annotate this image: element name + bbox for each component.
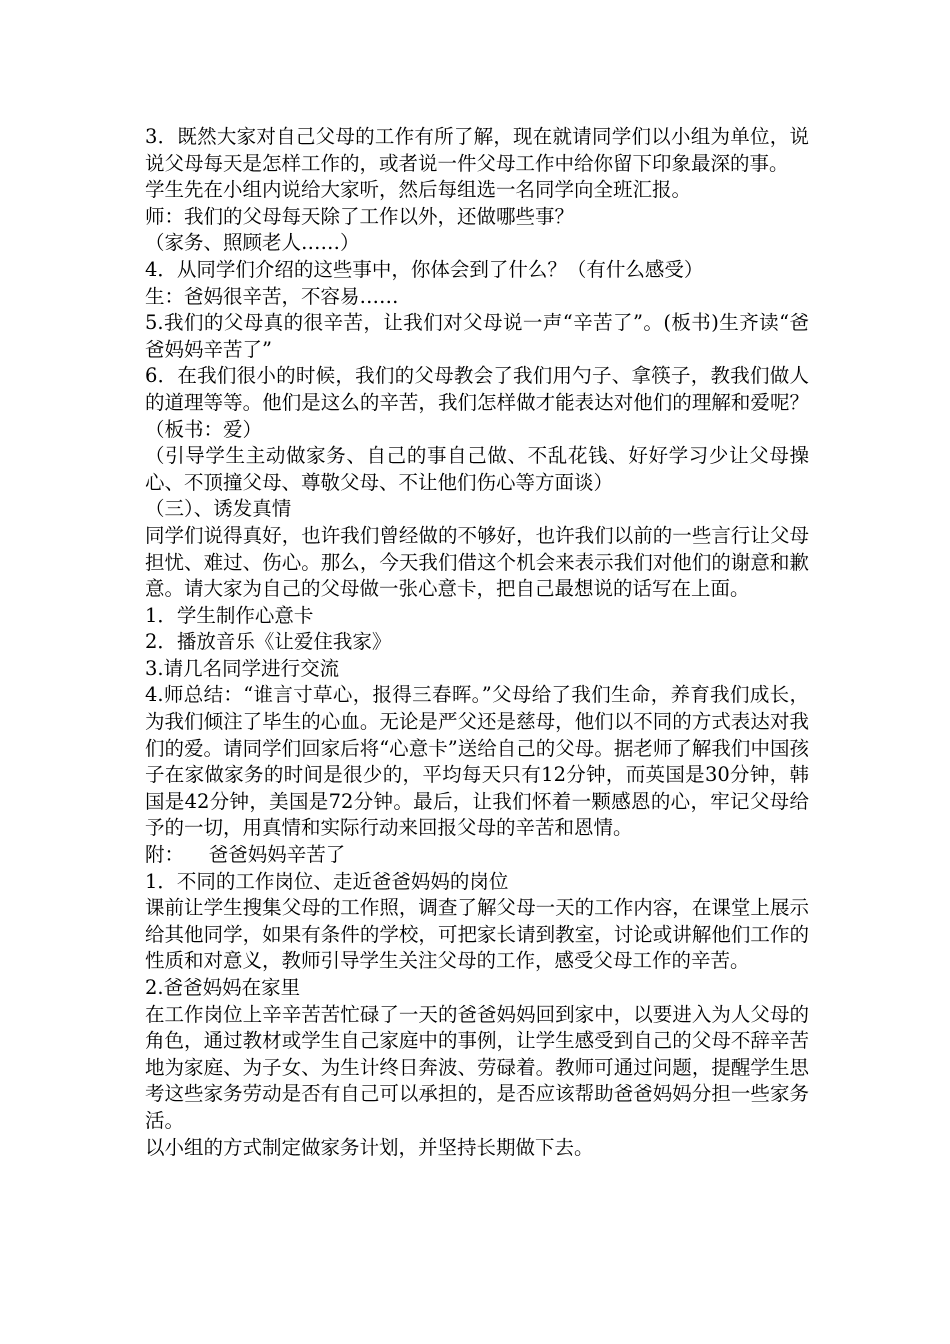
paragraph-exchange: 3.请几名同学进行交流 <box>145 656 340 680</box>
paragraph-summary: 4.师总结：“谁言寸草心，报得三春晖。”父母给了我们生命，养育我们成长，为我们倾注了毕生的心血。无论是严父还是慈母，他们以不同的方式表达对我们的爱。请同学们回家后将“心意卡”送给自己的父母。据老师了解我们中国孩子在家做家务的时间是很少的，平均每天只有12分钟，而英国是30分钟，韩国是42分钟，美国是72分钟。最后，让我们怀着一颗感恩的心，牢记父母给予的一切，用真情和实际行动来回报父母的辛苦和恩情。 <box>145 683 809 840</box>
paragraph-teacher-question: 师：我们的父母每天除了工作以外，还做哪些事？ <box>145 204 575 228</box>
paragraph-step-6: 6．在我们很小的时候，我们的父母教会了我们用勺子、拿筷子，教我们做人的道理等等。他们是这么的辛苦，我们怎样做才能表达对他们的理解和爱呢？（板书：爱） <box>145 364 809 441</box>
appendix-item-1-heading: 1．不同的工作岗位、走近爸爸妈妈的岗位 <box>145 869 509 893</box>
appendix-item-2-body: 在工作岗位上辛辛苦苦忙碌了一天的爸爸妈妈回到家中，以要进入为人父母的角色，通过教材或学生自己家庭中的事例，让学生感受到自己的父母不辞辛苦地为家庭、为子女、为生计终日奔波、劳碌着。教师可通过问题，提醒学生思考这些家务劳动是否有自己可以承担的，是否应该帮助爸爸妈妈分担一些家务活。 <box>145 1002 809 1132</box>
document-page <box>145 124 809 1161</box>
paragraph-card-intro: 同学们说得真好，也许我们曾经做的不够好，也许我们以前的一些言行让父母担忧、难过、伤心。那么，今天我们借这个机会来表示我们对他们的谢意和歉意。请大家为自己的父母做一张心意卡，把自己最想说的话写在上面。 <box>145 523 809 601</box>
paragraph-step-3: 3．既然大家对自己父母的工作有所了解，现在就请同学们以小组为单位，说说父母每天是怎样工作的，或者说一件父母工作中给你留下印象最深的事。 <box>145 125 809 175</box>
appendix-item-1-body: 课前让学生搜集父母的工作照，调查了解父母一天的工作内容，在课堂上展示给其他同学，如果有条件的学校，可把家长请到教室，讨论或讲解他们工作的性质和对意义，教师引导学生关注父母的工作，感受父母工作的辛苦。 <box>145 896 809 973</box>
appendix-title: 附： 爸爸妈妈辛苦了 <box>145 843 346 867</box>
paragraph-student-answer: 生：爸妈很辛苦，不容易…… <box>145 284 399 308</box>
paragraph-make-card: 1．学生制作心意卡 <box>145 603 314 627</box>
paragraph-answer-housework: （家务、照顾老人……） <box>145 231 360 255</box>
paragraph-step-4: 4．从同学们介绍的这些事中，你体会到了什么？（有什么感受） <box>145 257 704 281</box>
paragraph-guidance: （引导学生主动做家务、自己的事自己做、不乱花钱、好好学习少让父母操心、不顶撞父母、尊敬父母、不让他们伤心等方面谈） <box>145 444 809 494</box>
appendix-closing: 以小组的方式制定做家务计划，并坚持长期做下去。 <box>145 1135 594 1159</box>
appendix-item-2-heading: 2.爸爸妈妈在家里 <box>145 976 301 999</box>
paragraph-step-5: 5.我们的父母真的很辛苦，让我们对父母说一声“辛苦了”。(板书)生齐读“爸爸妈妈辛苦了” <box>145 311 809 361</box>
section-heading-3: （三）、诱发真情 <box>145 497 292 521</box>
paragraph-play-music: 2．播放音乐《让爱住我家》 <box>145 630 392 654</box>
paragraph-group-report: 学生先在小组内说给大家听，然后每组选一名同学向全班汇报。 <box>145 178 692 202</box>
